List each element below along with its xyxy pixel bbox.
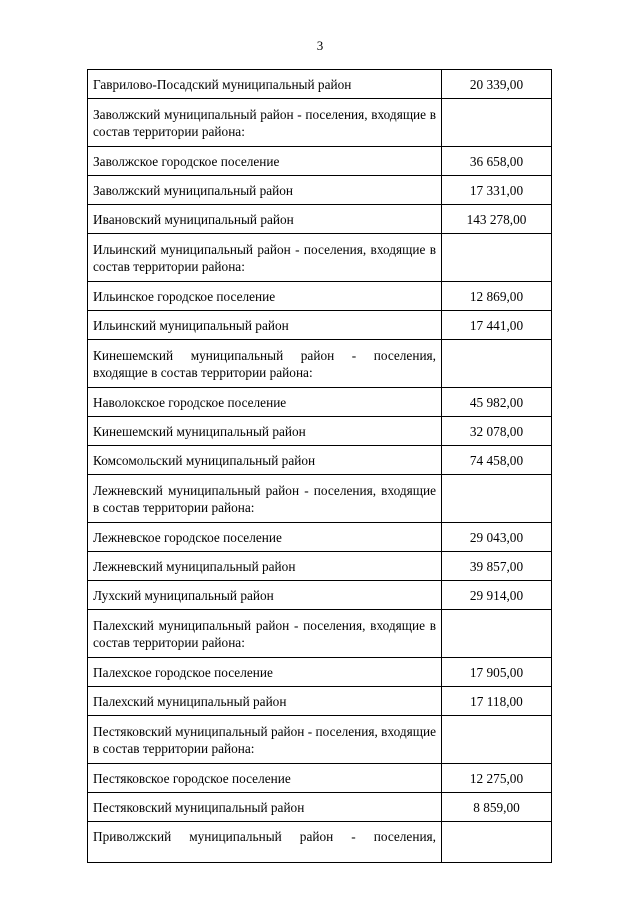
municipality-name: Гаврилово-Посадский муниципальный район: [88, 70, 442, 99]
table-row: [88, 523, 552, 552]
amount-value: 17 331,00: [442, 176, 552, 205]
amount-value: 39 857,00: [442, 552, 552, 581]
amount-value: [442, 822, 552, 863]
amount-value: 12 275,00: [442, 764, 552, 793]
amount-value: 20 339,00: [442, 70, 552, 99]
table-row: [88, 581, 552, 610]
municipality-name: Палехское городское поселение: [88, 658, 442, 687]
municipality-name: Наволокское городское поселение: [88, 388, 442, 417]
table-row: [88, 340, 552, 388]
municipality-name: Пестяковский муниципальный район: [88, 793, 442, 822]
table-row: [88, 687, 552, 716]
amount-value: 17 905,00: [442, 658, 552, 687]
amount-value: 17 118,00: [442, 687, 552, 716]
table-row: [88, 446, 552, 475]
table-row: [88, 822, 552, 863]
amount-value: 29 043,00: [442, 523, 552, 552]
municipality-name: Ивановский муниципальный район: [88, 205, 442, 234]
municipality-name: Палехский муниципальный район - поселения, входящие в состав территории района:: [88, 610, 442, 658]
page-number: 3: [316, 38, 324, 53]
municipality-name: Ильинское городское поселение: [88, 282, 442, 311]
municipality-name: Ильинский муниципальный район: [88, 311, 442, 340]
table-row: [88, 610, 552, 658]
table-row: [88, 658, 552, 687]
table-row: [88, 388, 552, 417]
amount-value: 17 441,00: [442, 311, 552, 340]
amount-value: 143 278,00: [442, 205, 552, 234]
table-row: [88, 311, 552, 340]
table-row: [88, 552, 552, 581]
municipality-name: Комсомольский муниципальный район: [88, 446, 442, 475]
table-row: [88, 475, 552, 523]
municipality-name: Заволжский муниципальный район: [88, 176, 442, 205]
municipality-name: Пестяковский муниципальный район - поселения, входящие в состав территории района:: [88, 716, 442, 764]
amount-value: 8 859,00: [442, 793, 552, 822]
table-row: [88, 716, 552, 764]
municipality-name: Кинешемский муниципальный район - поселения, входящие в состав территории района:: [88, 340, 442, 388]
amount-value: [442, 234, 552, 282]
table-row: [88, 764, 552, 793]
amount-value: 12 869,00: [442, 282, 552, 311]
municipality-name: Лежневское городское поселение: [88, 523, 442, 552]
table-row: [88, 793, 552, 822]
municipality-name: Лежневский муниципальный район - поселения, входящие в состав территории района:: [88, 475, 442, 523]
budget-allocation-table: [87, 69, 552, 863]
table-row: [88, 99, 552, 147]
municipality-name: Заволжский муниципальный район - поселения, входящие в состав территории района:: [88, 99, 442, 147]
table-row: [88, 205, 552, 234]
amount-value: 45 982,00: [442, 388, 552, 417]
municipality-name-text: Приволжский муниципальный район - поселения,: [93, 829, 436, 844]
table-row: [88, 282, 552, 311]
table-row: [88, 70, 552, 99]
amount-value: [442, 99, 552, 147]
table-row: [88, 147, 552, 176]
amount-value: 32 078,00: [442, 417, 552, 446]
municipality-name: Ильинский муниципальный район - поселения, входящие в состав территории района:: [88, 234, 442, 282]
amount-value: [442, 340, 552, 388]
amount-value: [442, 716, 552, 764]
municipality-name: Заволжское городское поселение: [88, 147, 442, 176]
municipality-name: Лежневский муниципальный район: [88, 552, 442, 581]
table-row: [88, 234, 552, 282]
municipality-name: Лухский муниципальный район: [88, 581, 442, 610]
table-row: [88, 176, 552, 205]
municipality-name: Кинешемский муниципальный район: [88, 417, 442, 446]
amount-value: 29 914,00: [442, 581, 552, 610]
amount-value: 74 458,00: [442, 446, 552, 475]
municipality-name: [88, 822, 442, 863]
amount-value: [442, 610, 552, 658]
municipality-name: Пестяковское городское поселение: [88, 764, 442, 793]
table-row: [88, 417, 552, 446]
amount-value: [442, 475, 552, 523]
municipality-name: Палехский муниципальный район: [88, 687, 442, 716]
amount-value: 36 658,00: [442, 147, 552, 176]
